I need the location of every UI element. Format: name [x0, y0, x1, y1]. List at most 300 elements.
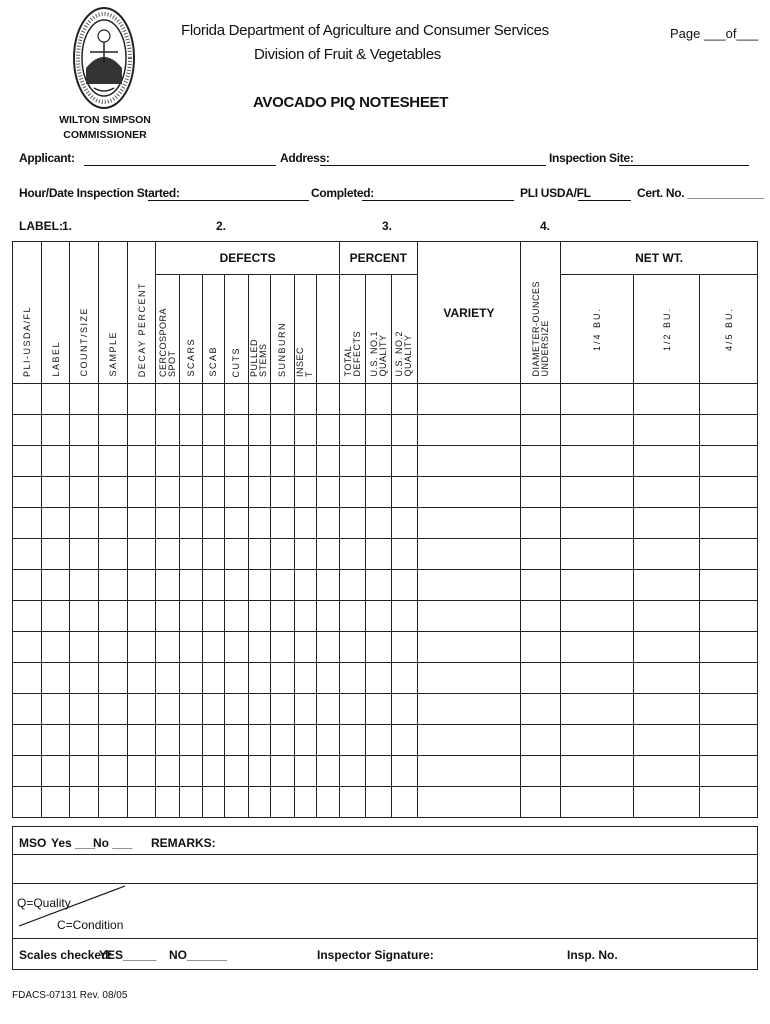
table-cell[interactable] [127, 632, 156, 663]
table-cell[interactable] [13, 384, 42, 415]
table-cell[interactable] [339, 663, 366, 694]
table-cell[interactable] [700, 415, 758, 446]
table-cell[interactable] [202, 663, 225, 694]
table-cell[interactable] [633, 384, 700, 415]
table-cell[interactable] [317, 384, 340, 415]
table-cell[interactable] [225, 663, 249, 694]
table-cell[interactable] [521, 601, 561, 632]
table-cell[interactable] [13, 725, 42, 756]
table-cell[interactable] [366, 632, 392, 663]
table-cell[interactable] [248, 663, 271, 694]
table-cell[interactable] [633, 694, 700, 725]
table-cell[interactable] [99, 446, 128, 477]
table-cell[interactable] [521, 508, 561, 539]
table-cell[interactable] [13, 508, 42, 539]
table-cell[interactable] [225, 446, 249, 477]
table-cell[interactable] [633, 756, 700, 787]
table-cell[interactable] [99, 384, 128, 415]
table-cell[interactable] [417, 787, 520, 818]
table-cell[interactable] [633, 539, 700, 570]
table-cell[interactable] [294, 787, 317, 818]
table-cell[interactable] [70, 756, 99, 787]
table-cell[interactable] [180, 725, 203, 756]
table-cell[interactable] [417, 477, 520, 508]
table-cell[interactable] [317, 756, 340, 787]
table-cell[interactable] [561, 570, 634, 601]
table-cell[interactable] [366, 787, 392, 818]
table-cell[interactable] [127, 694, 156, 725]
table-cell[interactable] [180, 632, 203, 663]
table-cell[interactable] [156, 694, 180, 725]
table-cell[interactable] [127, 446, 156, 477]
table-cell[interactable] [294, 508, 317, 539]
table-cell[interactable] [366, 508, 392, 539]
table-cell[interactable] [13, 446, 42, 477]
table-cell[interactable] [202, 477, 225, 508]
table-cell[interactable] [202, 632, 225, 663]
table-cell[interactable] [271, 787, 295, 818]
table-cell[interactable] [41, 570, 70, 601]
table-cell[interactable] [156, 477, 180, 508]
table-cell[interactable] [417, 632, 520, 663]
table-cell[interactable] [561, 632, 634, 663]
inspection-site-field[interactable] [619, 165, 749, 166]
table-cell[interactable] [339, 508, 366, 539]
table-cell[interactable] [225, 570, 249, 601]
table-cell[interactable] [248, 694, 271, 725]
table-cell[interactable] [156, 632, 180, 663]
table-cell[interactable] [417, 725, 520, 756]
table-cell[interactable] [366, 570, 392, 601]
table-cell[interactable] [339, 384, 366, 415]
table-cell[interactable] [521, 477, 561, 508]
table-cell[interactable] [633, 725, 700, 756]
table-cell[interactable] [271, 725, 295, 756]
table-cell[interactable] [700, 632, 758, 663]
table-cell[interactable] [271, 601, 295, 632]
table-cell[interactable] [202, 601, 225, 632]
table-cell[interactable] [41, 601, 70, 632]
table-cell[interactable] [41, 446, 70, 477]
table-cell[interactable] [248, 787, 271, 818]
table-cell[interactable] [366, 694, 392, 725]
table-cell[interactable] [248, 477, 271, 508]
table-cell[interactable] [248, 446, 271, 477]
table-cell[interactable] [13, 415, 42, 446]
table-cell[interactable] [339, 694, 366, 725]
table-cell[interactable] [156, 570, 180, 601]
table-cell[interactable] [156, 508, 180, 539]
remarks-field[interactable] [12, 854, 758, 884]
table-cell[interactable] [127, 477, 156, 508]
table-cell[interactable] [700, 508, 758, 539]
table-cell[interactable] [392, 663, 418, 694]
table-cell[interactable] [561, 787, 634, 818]
hour-date-field[interactable] [148, 200, 309, 201]
table-cell[interactable] [156, 663, 180, 694]
table-cell[interactable] [700, 601, 758, 632]
table-cell[interactable] [700, 539, 758, 570]
table-cell[interactable] [700, 663, 758, 694]
table-cell[interactable] [271, 570, 295, 601]
table-cell[interactable] [70, 477, 99, 508]
table-cell[interactable] [271, 446, 295, 477]
table-cell[interactable] [700, 725, 758, 756]
table-cell[interactable] [13, 787, 42, 818]
table-cell[interactable] [317, 694, 340, 725]
table-cell[interactable] [521, 384, 561, 415]
table-cell[interactable] [271, 694, 295, 725]
table-cell[interactable] [156, 756, 180, 787]
table-cell[interactable] [41, 415, 70, 446]
table-cell[interactable] [294, 384, 317, 415]
table-cell[interactable] [99, 632, 128, 663]
table-cell[interactable] [521, 446, 561, 477]
table-cell[interactable] [339, 756, 366, 787]
table-cell[interactable] [127, 756, 156, 787]
table-cell[interactable] [366, 663, 392, 694]
table-cell[interactable] [339, 539, 366, 570]
table-cell[interactable] [366, 477, 392, 508]
table-cell[interactable] [561, 601, 634, 632]
table-cell[interactable] [202, 570, 225, 601]
table-cell[interactable] [180, 384, 203, 415]
table-cell[interactable] [127, 539, 156, 570]
table-cell[interactable] [180, 477, 203, 508]
table-cell[interactable] [317, 415, 340, 446]
table-cell[interactable] [271, 756, 295, 787]
table-cell[interactable] [225, 415, 249, 446]
table-cell[interactable] [99, 756, 128, 787]
table-cell[interactable] [99, 570, 128, 601]
table-cell[interactable] [99, 539, 128, 570]
table-cell[interactable] [417, 601, 520, 632]
table-cell[interactable] [225, 477, 249, 508]
table-cell[interactable] [127, 415, 156, 446]
table-cell[interactable] [127, 725, 156, 756]
table-cell[interactable] [156, 539, 180, 570]
table-cell[interactable] [561, 415, 634, 446]
table-cell[interactable] [225, 756, 249, 787]
table-cell[interactable] [339, 787, 366, 818]
table-cell[interactable] [13, 756, 42, 787]
table-cell[interactable] [417, 663, 520, 694]
table-cell[interactable] [521, 632, 561, 663]
table-cell[interactable] [317, 663, 340, 694]
table-cell[interactable] [294, 756, 317, 787]
table-cell[interactable] [392, 601, 418, 632]
table-cell[interactable] [392, 446, 418, 477]
table-cell[interactable] [41, 663, 70, 694]
table-cell[interactable] [127, 663, 156, 694]
table-cell[interactable] [633, 477, 700, 508]
table-cell[interactable] [392, 725, 418, 756]
table-cell[interactable] [294, 694, 317, 725]
table-cell[interactable] [392, 756, 418, 787]
table-cell[interactable] [392, 570, 418, 601]
table-cell[interactable] [271, 663, 295, 694]
scales-no[interactable]: NO______ [169, 948, 228, 962]
table-cell[interactable] [339, 477, 366, 508]
table-cell[interactable] [392, 632, 418, 663]
table-cell[interactable] [41, 787, 70, 818]
mso-yes[interactable]: Yes ___ [51, 836, 96, 850]
table-cell[interactable] [700, 694, 758, 725]
table-cell[interactable] [202, 787, 225, 818]
table-cell[interactable] [561, 446, 634, 477]
table-cell[interactable] [294, 570, 317, 601]
table-cell[interactable] [225, 725, 249, 756]
table-cell[interactable] [294, 663, 317, 694]
table-cell[interactable] [70, 415, 99, 446]
completed-field[interactable] [362, 200, 514, 201]
table-cell[interactable] [248, 570, 271, 601]
table-cell[interactable] [180, 508, 203, 539]
table-cell[interactable] [202, 694, 225, 725]
table-cell[interactable] [70, 508, 99, 539]
table-cell[interactable] [366, 539, 392, 570]
table-cell[interactable] [366, 384, 392, 415]
table-cell[interactable] [271, 508, 295, 539]
table-cell[interactable] [180, 663, 203, 694]
table-cell[interactable] [70, 601, 99, 632]
table-cell[interactable] [521, 663, 561, 694]
table-cell[interactable] [521, 415, 561, 446]
table-cell[interactable] [294, 632, 317, 663]
table-cell[interactable] [156, 446, 180, 477]
table-cell[interactable] [99, 508, 128, 539]
table-cell[interactable] [70, 384, 99, 415]
table-cell[interactable] [180, 756, 203, 787]
table-cell[interactable] [202, 756, 225, 787]
table-cell[interactable] [271, 384, 295, 415]
table-cell[interactable] [70, 725, 99, 756]
table-cell[interactable] [180, 694, 203, 725]
table-cell[interactable] [70, 694, 99, 725]
table-cell[interactable] [561, 694, 634, 725]
table-cell[interactable] [561, 539, 634, 570]
table-cell[interactable] [392, 384, 418, 415]
table-cell[interactable] [99, 663, 128, 694]
table-cell[interactable] [700, 477, 758, 508]
table-cell[interactable] [248, 415, 271, 446]
table-cell[interactable] [294, 477, 317, 508]
signature-label[interactable]: Inspector Signature: [317, 948, 434, 962]
table-cell[interactable] [248, 539, 271, 570]
table-cell[interactable] [225, 384, 249, 415]
table-cell[interactable] [271, 477, 295, 508]
table-cell[interactable] [13, 663, 42, 694]
table-cell[interactable] [127, 570, 156, 601]
table-cell[interactable] [41, 508, 70, 539]
table-cell[interactable] [633, 632, 700, 663]
table-cell[interactable] [156, 787, 180, 818]
table-cell[interactable] [561, 663, 634, 694]
table-cell[interactable] [156, 384, 180, 415]
table-cell[interactable] [225, 787, 249, 818]
table-cell[interactable] [633, 415, 700, 446]
table-cell[interactable] [180, 787, 203, 818]
table-cell[interactable] [339, 601, 366, 632]
table-cell[interactable] [99, 415, 128, 446]
table-cell[interactable] [41, 725, 70, 756]
table-cell[interactable] [271, 415, 295, 446]
table-cell[interactable] [13, 601, 42, 632]
table-cell[interactable] [99, 694, 128, 725]
table-cell[interactable] [633, 787, 700, 818]
table-cell[interactable] [13, 539, 42, 570]
pli-field[interactable] [578, 200, 631, 201]
table-cell[interactable] [339, 725, 366, 756]
table-cell[interactable] [156, 725, 180, 756]
table-cell[interactable] [392, 477, 418, 508]
table-cell[interactable] [417, 415, 520, 446]
table-cell[interactable] [561, 725, 634, 756]
table-cell[interactable] [561, 508, 634, 539]
table-cell[interactable] [41, 694, 70, 725]
table-cell[interactable] [392, 694, 418, 725]
table-cell[interactable] [225, 632, 249, 663]
table-cell[interactable] [180, 446, 203, 477]
table-cell[interactable] [271, 539, 295, 570]
table-cell[interactable] [561, 756, 634, 787]
table-cell[interactable] [294, 446, 317, 477]
table-cell[interactable] [99, 477, 128, 508]
table-cell[interactable] [417, 694, 520, 725]
table-cell[interactable] [392, 539, 418, 570]
table-cell[interactable] [417, 446, 520, 477]
address-field[interactable] [320, 165, 546, 166]
table-cell[interactable] [41, 756, 70, 787]
table-cell[interactable] [225, 508, 249, 539]
page-number[interactable]: Page ___of___ [670, 26, 759, 41]
table-cell[interactable] [13, 477, 42, 508]
table-cell[interactable] [561, 384, 634, 415]
table-cell[interactable] [248, 725, 271, 756]
table-cell[interactable] [225, 601, 249, 632]
table-cell[interactable] [294, 601, 317, 632]
table-cell[interactable] [317, 446, 340, 477]
table-cell[interactable] [317, 787, 340, 818]
table-cell[interactable] [13, 632, 42, 663]
table-cell[interactable] [392, 508, 418, 539]
table-cell[interactable] [317, 601, 340, 632]
table-cell[interactable] [700, 384, 758, 415]
table-cell[interactable] [521, 725, 561, 756]
table-cell[interactable] [317, 508, 340, 539]
table-cell[interactable] [417, 570, 520, 601]
table-cell[interactable] [417, 508, 520, 539]
table-cell[interactable] [271, 632, 295, 663]
table-cell[interactable] [294, 725, 317, 756]
table-cell[interactable] [366, 756, 392, 787]
table-cell[interactable] [180, 601, 203, 632]
table-cell[interactable] [180, 539, 203, 570]
table-cell[interactable] [156, 415, 180, 446]
table-cell[interactable] [700, 787, 758, 818]
table-cell[interactable] [317, 632, 340, 663]
table-cell[interactable] [70, 663, 99, 694]
applicant-field[interactable] [84, 165, 276, 166]
table-cell[interactable] [225, 694, 249, 725]
table-cell[interactable] [180, 570, 203, 601]
mso-no[interactable]: No ___ [93, 836, 133, 850]
table-cell[interactable] [366, 446, 392, 477]
table-cell[interactable] [41, 632, 70, 663]
table-cell[interactable] [294, 415, 317, 446]
table-cell[interactable] [202, 539, 225, 570]
table-cell[interactable] [366, 415, 392, 446]
cert-no-label[interactable]: Cert. No. ____________ [637, 186, 764, 200]
table-cell[interactable] [99, 725, 128, 756]
table-cell[interactable] [339, 570, 366, 601]
table-cell[interactable] [99, 787, 128, 818]
table-cell[interactable] [366, 725, 392, 756]
table-cell[interactable] [317, 477, 340, 508]
table-cell[interactable] [202, 725, 225, 756]
table-cell[interactable] [521, 787, 561, 818]
table-cell[interactable] [70, 446, 99, 477]
table-cell[interactable] [41, 384, 70, 415]
table-cell[interactable] [521, 756, 561, 787]
table-cell[interactable] [700, 756, 758, 787]
table-cell[interactable] [13, 694, 42, 725]
table-cell[interactable] [180, 415, 203, 446]
table-cell[interactable] [294, 539, 317, 570]
table-cell[interactable] [70, 539, 99, 570]
table-cell[interactable] [417, 756, 520, 787]
table-cell[interactable] [392, 787, 418, 818]
table-cell[interactable] [202, 415, 225, 446]
table-cell[interactable] [99, 601, 128, 632]
table-cell[interactable] [41, 539, 70, 570]
table-cell[interactable] [700, 446, 758, 477]
table-cell[interactable] [633, 508, 700, 539]
table-cell[interactable] [127, 508, 156, 539]
table-cell[interactable] [248, 384, 271, 415]
table-cell[interactable] [156, 601, 180, 632]
scales-yes[interactable]: YES_____ [99, 948, 157, 962]
table-cell[interactable] [202, 384, 225, 415]
table-cell[interactable] [41, 477, 70, 508]
table-cell[interactable] [70, 787, 99, 818]
table-cell[interactable] [561, 477, 634, 508]
table-cell[interactable] [248, 756, 271, 787]
table-cell[interactable] [248, 508, 271, 539]
table-cell[interactable] [700, 570, 758, 601]
table-cell[interactable] [366, 601, 392, 632]
table-cell[interactable] [392, 415, 418, 446]
table-cell[interactable] [339, 415, 366, 446]
table-cell[interactable] [417, 384, 520, 415]
table-cell[interactable] [633, 601, 700, 632]
table-cell[interactable] [317, 725, 340, 756]
table-cell[interactable] [633, 570, 700, 601]
table-cell[interactable] [127, 787, 156, 818]
insp-no-label[interactable]: Insp. No. [567, 948, 618, 962]
table-cell[interactable] [521, 570, 561, 601]
table-cell[interactable] [317, 539, 340, 570]
table-cell[interactable] [339, 446, 366, 477]
table-cell[interactable] [633, 446, 700, 477]
table-cell[interactable] [248, 601, 271, 632]
table-cell[interactable] [248, 632, 271, 663]
table-cell[interactable] [13, 570, 42, 601]
table-cell[interactable] [317, 570, 340, 601]
table-cell[interactable] [225, 539, 249, 570]
table-cell[interactable] [339, 632, 366, 663]
table-cell[interactable] [521, 539, 561, 570]
